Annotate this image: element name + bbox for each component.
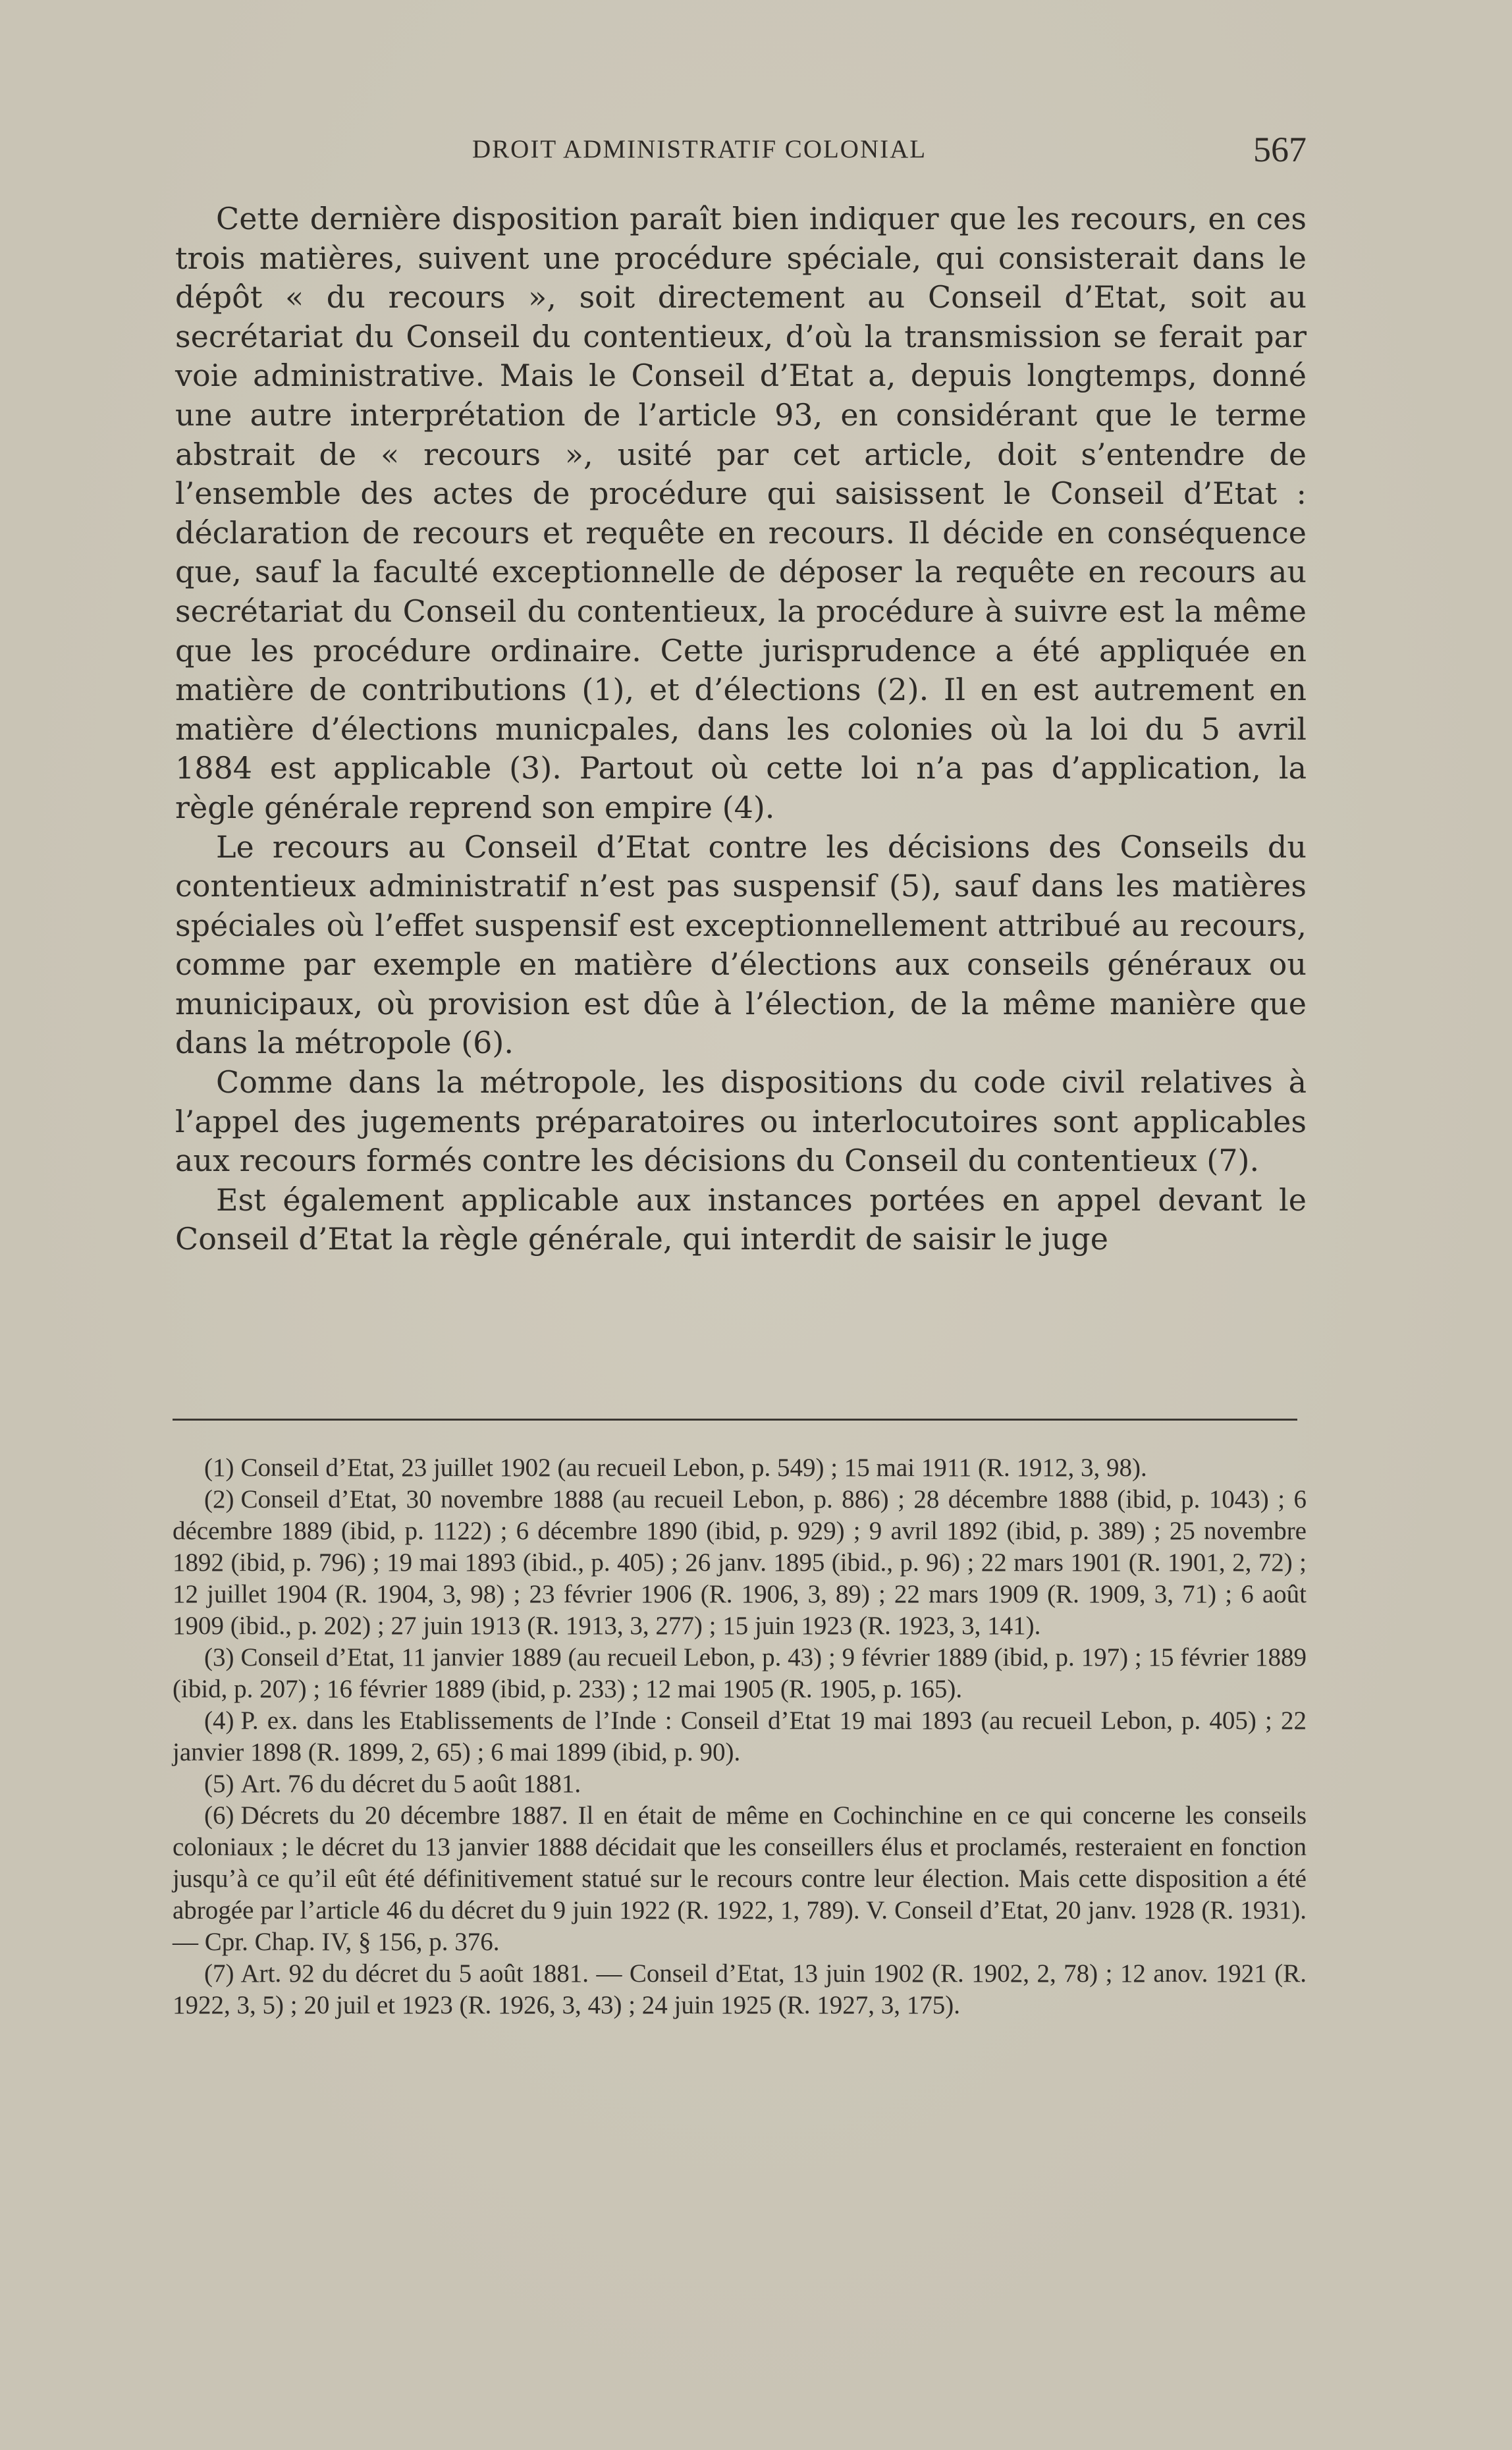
footnote-text: Conseil d’Etat, 30 novembre 1888 (au recueil Lebon, p. 886) ; 28 décembre 1888 (ibid, p. 1043) ; 6 décembre 1889 (ibid, p. 1122) ; 6 décembre 1890 (ibid, p. 929) ; 9 avril 1892 (ibid, p. 389) ; 25 novembre 1892 (ibid, p. 796) ; 19 mai 1893 (ibid., p. 405) ; 26 janv. 1895 (ibid., p. 96) ; 22 mars 1901 (R. 1901, 2, 72) ; 12 juillet 1904 (R. 1904, 3, 98) ; 23 février 1906 (R. 1906, 3, 89) ; 22 mars 1909 (R. 1909, 3, 71) ; 6 août 1909 (ibid., p. 202) ; 27 juin 1913 (R. 1913, 3, 277) ; 15 juin 1923 (R. 1923, 3, 141).	[173, 1485, 1307, 1640]
footnote-marker: (1)	[204, 1454, 234, 1482]
footnote-marker: (5)	[204, 1770, 234, 1798]
footnote-text: Conseil d’Etat, 23 juillet 1902 (au recueil Lebon, p. 549) ; 15 mai 1911 (R. 1912, 3, 98).	[240, 1454, 1147, 1482]
footnote-marker: (4)	[204, 1706, 234, 1735]
page-number: 567	[1253, 130, 1307, 169]
footnote-marker: (2)	[204, 1485, 234, 1513]
footnotes	[173, 1452, 1307, 2021]
footnote	[173, 1705, 1307, 1768]
footnote-text: P. ex. dans les Etablissements de l’Inde : Conseil d’Etat 19 mai 1893 (au recueil Lebon, p. 405) ; 22 janvier 1898 (R. 1899, 2, 65) ; 6 mai 1899 (ibid, p. 90).	[173, 1706, 1307, 1766]
footnote-text: Conseil d’Etat, 11 janvier 1889 (au recueil Lebon, p. 43) ; 9 février 1889 (ibid, p. 197) ; 15 février 1889 (ibid, p. 207) ; 16 février 1889 (ibid, p. 233) ; 12 mai 1905 (R. 1905, p. 165).	[173, 1643, 1307, 1703]
footnote	[173, 1768, 1307, 1800]
main-text	[175, 200, 1307, 1259]
footnote-separator	[173, 1419, 1297, 1421]
footnote	[173, 1800, 1307, 1958]
paragraph: Cette dernière disposition paraît bien indiquer que les recours, en ces trois matières, suivent une procédure spéciale, qui consisterait dans le dépôt « du recours », soit directement au Conseil d’Etat, soit au secrétariat du Conseil du contentieux, d’où la transmission se ferait par voie administrative. Mais le Conseil d’Etat a, depuis longtemps, donné une autre interprétation de l’article 93, en considérant que le terme abstrait de « recours », usité par cet article, doit s’entendre de l’ensemble des actes de procédure qui saisissent le Conseil d’Etat : déclaration de recours et requête en recours. Il décide en conséquence que, sauf la faculté exceptionnelle de déposer la requête en recours au secrétariat du Conseil du contentieux, la procédure à suivre est la même que les procédure ordinaire. Cette jurisprudence a été appliquée en matière de contributions (1), et d’élections (2). Il en est autrement en matière d’élections municpales, dans les colonies où la loi du 5 avril 1884 est applicable (3). Partout où cette loi n’a pas d’application, la règle générale reprend son empire (4).	[175, 201, 1307, 825]
footnote	[173, 1484, 1307, 1642]
footnote	[173, 1642, 1307, 1705]
footnote	[173, 1958, 1307, 2021]
running-title: DROIT ADMINISTRATIF COLONIAL	[472, 135, 927, 163]
footnote-marker: (3)	[204, 1643, 234, 1672]
paragraph: Est également applicable aux instances portées en appel devant le Conseil d’Etat la règle générale, qui interdit de saisir le juge	[175, 1182, 1307, 1257]
paragraph: Le recours au Conseil d’Etat contre les décisions des Conseils du contentieux administratif n’est pas suspensif (5), sauf dans les matières spéciales où l’effet suspensif est exceptionnellement attribué au recours, comme par exemple en matière d’élections aux conseils généraux ou municipaux, où provision est dûe à l’élection, de la même manière que dans la métropole (6).	[175, 829, 1307, 1061]
footnote-text: Décrets du 20 décembre 1887. Il en était de même en Cochinchine en ce qui concerne les conseils coloniaux ; le décret du 13 janvier 1888 décidait que les conseillers élus et proclamés, resteraient en fonction jusqu’à ce qu’il eût été définitivement statué sur le recours contre leur élection. Mais cette disposition a été abrogée par l’article 46 du décret du 9 juin 1922 (R. 1922, 1, 789). V. Conseil d’Etat, 20 janv. 1928 (R. 1931). — Cpr. Chap. IV, § 156, p. 376.	[173, 1801, 1307, 1956]
footnote-text: Art. 76 du décret du 5 août 1881.	[240, 1770, 581, 1798]
footnote-text: Art. 92 du décret du 5 août 1881. — Conseil d’Etat, 13 juin 1902 (R. 1902, 2, 78) ; 12 anov. 1921 (R. 1922, 3, 5) ; 20 juil et 1923 (R. 1926, 3, 43) ; 24 juin 1925 (R. 1927, 3, 175).	[173, 1959, 1307, 2019]
page-header	[173, 129, 1307, 175]
footnote	[173, 1452, 1307, 1484]
paragraph: Comme dans la métropole, les dispositions du code civil relatives à l’appel des jugements préparatoires ou interlocutoires sont applicables aux recours formés contre les décisions du Conseil du contentieux (7).	[175, 1064, 1307, 1179]
footnote-marker: (6)	[204, 1801, 234, 1830]
footnote-marker: (7)	[204, 1959, 234, 1988]
